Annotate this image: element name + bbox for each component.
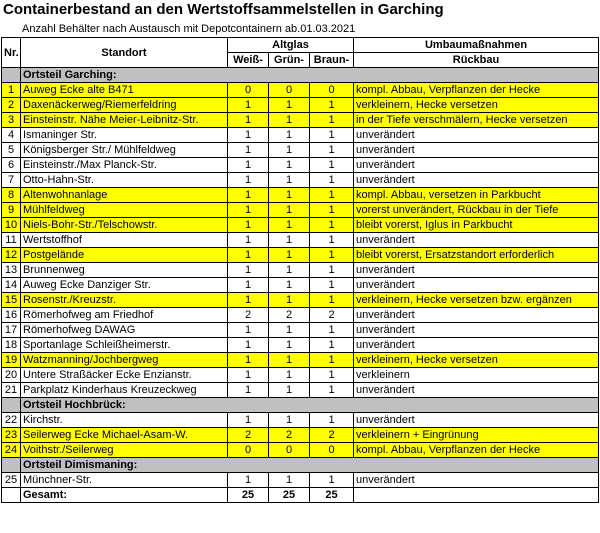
row-standort: Parkplatz Kinderhaus Kreuzeckweg [21, 383, 228, 398]
table-row [2, 443, 599, 458]
row-nr: 17 [2, 323, 21, 338]
header-gruen: Grün- [269, 53, 310, 68]
total-row [2, 488, 599, 503]
row-nr: 18 [2, 338, 21, 353]
row-umbau-note: unverändert [354, 383, 599, 398]
header-standort: Standort [21, 38, 228, 68]
table-row [2, 248, 599, 263]
row-gruen-count: 0 [269, 83, 310, 98]
row-weiss-count: 1 [228, 128, 269, 143]
row-weiss-count: 1 [228, 143, 269, 158]
row-nr: 7 [2, 173, 21, 188]
row-umbau-note: unverändert [354, 263, 599, 278]
header-nr: Nr. [2, 38, 21, 68]
table-row [2, 173, 599, 188]
row-weiss-count: 0 [228, 83, 269, 98]
page-subtitle: Anzahl Behälter nach Austausch mit Depotcontainern ab.01.03.2021 [22, 23, 356, 35]
row-umbau-note: kompl. Abbau, Verpflanzen der Hecke [354, 83, 599, 98]
row-braun-count: 1 [310, 218, 354, 233]
section-title: Ortsteil Garching: [21, 68, 599, 83]
row-braun-count: 1 [310, 278, 354, 293]
row-nr: 1 [2, 83, 21, 98]
row-standort: Seilerweg Ecke Michael-Asam-W. [21, 428, 228, 443]
row-standort: Auweg Ecke Danziger Str. [21, 278, 228, 293]
row-weiss-count: 1 [228, 188, 269, 203]
row-umbau-note: unverändert [354, 308, 599, 323]
row-standort: Sportanlage Schleißheimerstr. [21, 338, 228, 353]
table-row [2, 143, 599, 158]
header-umbau: Umbaumaßnahmen [354, 38, 599, 53]
row-braun-count: 1 [310, 143, 354, 158]
table-row [2, 428, 599, 443]
row-standort: Einsteinstr. Nähe Meier-Leibnitz-Str. [21, 113, 228, 128]
row-standort: Ismaninger Str. [21, 128, 228, 143]
row-gruen-count: 1 [269, 233, 310, 248]
row-umbau-note: verkleinern + Eingrünung [354, 428, 599, 443]
row-umbau-note: in der Tiefe verschmälern, Hecke versetzen [354, 113, 599, 128]
row-nr: 16 [2, 308, 21, 323]
row-standort: Voithstr./Seilerweg [21, 443, 228, 458]
row-gruen-count: 1 [269, 98, 310, 113]
row-weiss-count: 1 [228, 338, 269, 353]
row-braun-count: 1 [310, 293, 354, 308]
row-umbau-note: unverändert [354, 338, 599, 353]
table-row [2, 263, 599, 278]
table-row [2, 368, 599, 383]
row-braun-count: 1 [310, 353, 354, 368]
row-nr: 2 [2, 98, 21, 113]
row-nr: 25 [2, 473, 21, 488]
row-nr: 19 [2, 353, 21, 368]
row-weiss-count: 1 [228, 113, 269, 128]
row-standort: Daxenäckerweg/Riemerfeldring [21, 98, 228, 113]
row-umbau-note: bleibt vorerst, Ersatzstandort erforderlich [354, 248, 599, 263]
header-braun: Braun- [310, 53, 354, 68]
row-gruen-count: 0 [269, 443, 310, 458]
table-row [2, 218, 599, 233]
row-standort: Otto-Hahn-Str. [21, 173, 228, 188]
row-umbau-note: unverändert [354, 158, 599, 173]
row-braun-count: 0 [310, 83, 354, 98]
row-nr: 11 [2, 233, 21, 248]
row-standort: Postgelände [21, 248, 228, 263]
row-umbau-note: vorerst unverändert, Rückbau in der Tiefe [354, 203, 599, 218]
row-standort: Wertstoffhof [21, 233, 228, 248]
header-weiss: Weiß- [228, 53, 269, 68]
row-standort: Altenwohnanlage [21, 188, 228, 203]
row-braun-count: 1 [310, 173, 354, 188]
row-umbau-note: unverändert [354, 473, 599, 488]
table-row [2, 233, 599, 248]
row-braun-count: 1 [310, 158, 354, 173]
row-standort: Königsberger Str./ Mühlfeldweg [21, 143, 228, 158]
row-weiss-count: 2 [228, 308, 269, 323]
row-standort: Einsteinstr./Max Planck-Str. [21, 158, 228, 173]
row-standort: Münchner-Str. [21, 473, 228, 488]
page-title: Containerbestand an den Wertstoffsammelstellen in Garching [3, 1, 444, 18]
row-weiss-count: 1 [228, 233, 269, 248]
row-weiss-count: 1 [228, 158, 269, 173]
row-umbau-note: verkleinern, Hecke versetzen bzw. ergänzen [354, 293, 599, 308]
section-row [2, 398, 599, 413]
row-nr: 24 [2, 443, 21, 458]
row-braun-count: 1 [310, 188, 354, 203]
row-nr: 9 [2, 203, 21, 218]
section-title: Ortsteil Dimismaning: [21, 458, 599, 473]
row-weiss-count: 1 [228, 383, 269, 398]
row-gruen-count: 1 [269, 338, 310, 353]
row-gruen-count: 1 [269, 353, 310, 368]
table-row [2, 353, 599, 368]
total-note-cell [354, 488, 599, 503]
row-gruen-count: 1 [269, 383, 310, 398]
row-standort: Auweg Ecke alte B471 [21, 83, 228, 98]
row-gruen-count: 2 [269, 308, 310, 323]
row-gruen-count: 1 [269, 293, 310, 308]
row-umbau-note: unverändert [354, 128, 599, 143]
row-weiss-count: 1 [228, 368, 269, 383]
row-standort: Römerhofweg DAWAG [21, 323, 228, 338]
row-umbau-note: verkleinern, Hecke versetzen [354, 98, 599, 113]
row-standort: Kirchstr. [21, 413, 228, 428]
row-braun-count: 1 [310, 383, 354, 398]
section-nr-cell [2, 68, 21, 83]
row-nr: 3 [2, 113, 21, 128]
total-label: Gesamt: [21, 488, 228, 503]
row-braun-count: 1 [310, 338, 354, 353]
table-row [2, 83, 599, 98]
container-table [1, 37, 599, 503]
row-braun-count: 1 [310, 368, 354, 383]
row-gruen-count: 1 [269, 188, 310, 203]
row-weiss-count: 2 [228, 428, 269, 443]
row-standort: Niels-Bohr-Str./Telschowstr. [21, 218, 228, 233]
row-gruen-count: 1 [269, 143, 310, 158]
row-gruen-count: 2 [269, 428, 310, 443]
row-weiss-count: 1 [228, 98, 269, 113]
row-braun-count: 1 [310, 203, 354, 218]
row-weiss-count: 1 [228, 203, 269, 218]
row-braun-count: 2 [310, 308, 354, 323]
row-umbau-note: unverändert [354, 323, 599, 338]
table-row [2, 188, 599, 203]
table-row [2, 308, 599, 323]
row-weiss-count: 1 [228, 248, 269, 263]
row-weiss-count: 1 [228, 173, 269, 188]
row-nr: 21 [2, 383, 21, 398]
total-gruen: 25 [269, 488, 310, 503]
row-weiss-count: 1 [228, 293, 269, 308]
table-row [2, 323, 599, 338]
row-braun-count: 2 [310, 428, 354, 443]
row-braun-count: 1 [310, 473, 354, 488]
row-nr: 4 [2, 128, 21, 143]
total-braun: 25 [310, 488, 354, 503]
row-umbau-note: unverändert [354, 278, 599, 293]
table-row [2, 98, 599, 113]
row-nr: 12 [2, 248, 21, 263]
table-row [2, 413, 599, 428]
row-nr: 23 [2, 428, 21, 443]
row-umbau-note: unverändert [354, 413, 599, 428]
section-nr-cell [2, 398, 21, 413]
row-nr: 13 [2, 263, 21, 278]
row-gruen-count: 1 [269, 413, 310, 428]
row-nr: 20 [2, 368, 21, 383]
table-row [2, 338, 599, 353]
row-weiss-count: 0 [228, 443, 269, 458]
table-row [2, 473, 599, 488]
total-weiss: 25 [228, 488, 269, 503]
table-row [2, 278, 599, 293]
row-braun-count: 1 [310, 263, 354, 278]
row-umbau-note: unverändert [354, 233, 599, 248]
section-title: Ortsteil Hochbrück: [21, 398, 599, 413]
row-braun-count: 1 [310, 128, 354, 143]
row-nr: 5 [2, 143, 21, 158]
row-weiss-count: 1 [228, 263, 269, 278]
row-gruen-count: 1 [269, 113, 310, 128]
row-braun-count: 1 [310, 233, 354, 248]
row-umbau-note: verkleinern [354, 368, 599, 383]
row-nr: 8 [2, 188, 21, 203]
section-row [2, 458, 599, 473]
row-braun-count: 0 [310, 443, 354, 458]
row-weiss-count: 1 [228, 473, 269, 488]
row-gruen-count: 1 [269, 323, 310, 338]
row-gruen-count: 1 [269, 278, 310, 293]
row-standort: Mühlfeldweg [21, 203, 228, 218]
row-gruen-count: 1 [269, 173, 310, 188]
row-gruen-count: 1 [269, 203, 310, 218]
row-umbau-note: bleibt vorerst, Iglus in Parkbucht [354, 218, 599, 233]
row-nr: 14 [2, 278, 21, 293]
row-gruen-count: 1 [269, 158, 310, 173]
row-nr: 22 [2, 413, 21, 428]
row-gruen-count: 1 [269, 263, 310, 278]
row-braun-count: 1 [310, 323, 354, 338]
total-nr-cell [2, 488, 21, 503]
row-braun-count: 1 [310, 248, 354, 263]
table-row [2, 128, 599, 143]
row-braun-count: 1 [310, 413, 354, 428]
row-umbau-note: unverändert [354, 173, 599, 188]
row-standort: Rosenstr./Kreuzstr. [21, 293, 228, 308]
row-weiss-count: 1 [228, 413, 269, 428]
table-row [2, 293, 599, 308]
row-weiss-count: 1 [228, 323, 269, 338]
row-standort: Römerhofweg am Friedhof [21, 308, 228, 323]
table-row [2, 158, 599, 173]
row-umbau-note: unverändert [354, 143, 599, 158]
row-umbau-note: kompl. Abbau, Verpflanzen der Hecke [354, 443, 599, 458]
row-gruen-count: 1 [269, 218, 310, 233]
row-weiss-count: 1 [228, 353, 269, 368]
row-gruen-count: 1 [269, 248, 310, 263]
row-braun-count: 1 [310, 98, 354, 113]
section-row [2, 68, 599, 83]
table-row [2, 203, 599, 218]
row-braun-count: 1 [310, 113, 354, 128]
header-row-1 [2, 38, 599, 53]
row-gruen-count: 1 [269, 473, 310, 488]
row-weiss-count: 1 [228, 278, 269, 293]
row-standort: Brunnenweg [21, 263, 228, 278]
row-umbau-note: kompl. Abbau, versetzen in Parkbucht [354, 188, 599, 203]
row-umbau-note: verkleinern, Hecke versetzen [354, 353, 599, 368]
row-nr: 6 [2, 158, 21, 173]
table-row [2, 113, 599, 128]
section-nr-cell [2, 458, 21, 473]
row-gruen-count: 1 [269, 368, 310, 383]
header-altglas: Altglas [228, 38, 354, 53]
row-nr: 15 [2, 293, 21, 308]
row-gruen-count: 1 [269, 128, 310, 143]
row-nr: 10 [2, 218, 21, 233]
row-standort: Watzmanning/Jochbergweg [21, 353, 228, 368]
table-row [2, 383, 599, 398]
row-standort: Untere Straßäcker Ecke Enzianstr. [21, 368, 228, 383]
row-weiss-count: 1 [228, 218, 269, 233]
header-rueckbau: Rückbau [354, 53, 599, 68]
